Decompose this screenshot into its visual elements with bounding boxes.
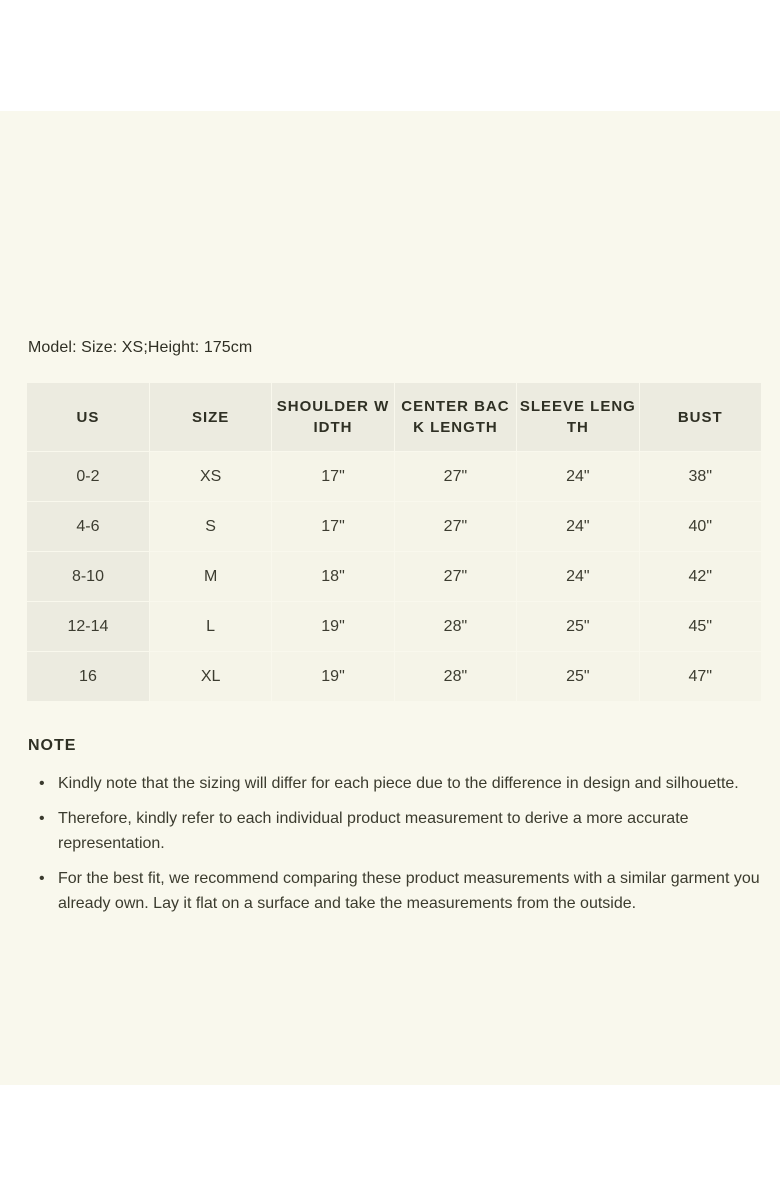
size-chart-table	[27, 383, 762, 702]
cell-size: S	[149, 502, 271, 552]
cell-center-back-length: 27"	[394, 452, 516, 502]
bullet-icon: •	[39, 810, 45, 827]
cell-us: 4-6	[27, 502, 149, 552]
header-center-back-length: CENTER BACK LENGTH	[394, 383, 516, 452]
list-item	[39, 866, 763, 916]
table-header-row	[27, 383, 762, 452]
bullet-icon: •	[39, 775, 45, 792]
note-list	[28, 771, 763, 926]
cell-sleeve-length: 24"	[517, 552, 639, 602]
cell-size: XL	[149, 652, 271, 702]
header-size: SIZE	[149, 383, 271, 452]
cell-bust: 42"	[639, 552, 761, 602]
cell-shoulder-width: 17"	[272, 502, 394, 552]
note-text: Kindly note that the sizing will differ for each piece due to the difference in design and silhouette.	[58, 775, 739, 792]
cell-sleeve-length: 25"	[517, 652, 639, 702]
cell-bust: 47"	[639, 652, 761, 702]
cell-center-back-length: 27"	[394, 502, 516, 552]
header-shoulder-width: SHOULDER WIDTH	[272, 383, 394, 452]
cell-bust: 45"	[639, 602, 761, 652]
note-text: For the best fit, we recommend comparing these product measurements with a similar garment you already own. Lay it flat on a surface and take the measurements from the outside.	[58, 870, 760, 912]
cell-center-back-length: 28"	[394, 652, 516, 702]
cell-center-back-length: 27"	[394, 552, 516, 602]
cell-size: L	[149, 602, 271, 652]
cell-shoulder-width: 18"	[272, 552, 394, 602]
cell-shoulder-width: 19"	[272, 602, 394, 652]
cell-sleeve-length: 24"	[517, 502, 639, 552]
cell-us: 12-14	[27, 602, 149, 652]
cell-us: 8-10	[27, 552, 149, 602]
list-item	[39, 806, 763, 856]
cell-shoulder-width: 19"	[272, 652, 394, 702]
table-row	[27, 602, 762, 652]
cell-size: M	[149, 552, 271, 602]
cell-sleeve-length: 25"	[517, 602, 639, 652]
table-row	[27, 452, 762, 502]
cell-sleeve-length: 24"	[517, 452, 639, 502]
cell-size: XS	[149, 452, 271, 502]
cell-bust: 40"	[639, 502, 761, 552]
cell-us: 16	[27, 652, 149, 702]
model-info: Model: Size: XS;Height: 175cm	[28, 339, 253, 356]
cell-us: 0-2	[27, 452, 149, 502]
bullet-icon: •	[39, 870, 45, 887]
note-text: Therefore, kindly refer to each individual product measurement to derive a more accurate representation.	[58, 810, 689, 852]
size-guide-panel	[0, 111, 780, 1085]
cell-shoulder-width: 17"	[272, 452, 394, 502]
list-item	[39, 771, 763, 796]
cell-center-back-length: 28"	[394, 602, 516, 652]
table-row	[27, 552, 762, 602]
header-us: US	[27, 383, 149, 452]
header-bust: BUST	[639, 383, 761, 452]
note-heading: NOTE	[28, 737, 77, 754]
table-row	[27, 502, 762, 552]
header-sleeve-length: SLEEVE LENGTH	[517, 383, 639, 452]
table-row	[27, 652, 762, 702]
cell-bust: 38"	[639, 452, 761, 502]
